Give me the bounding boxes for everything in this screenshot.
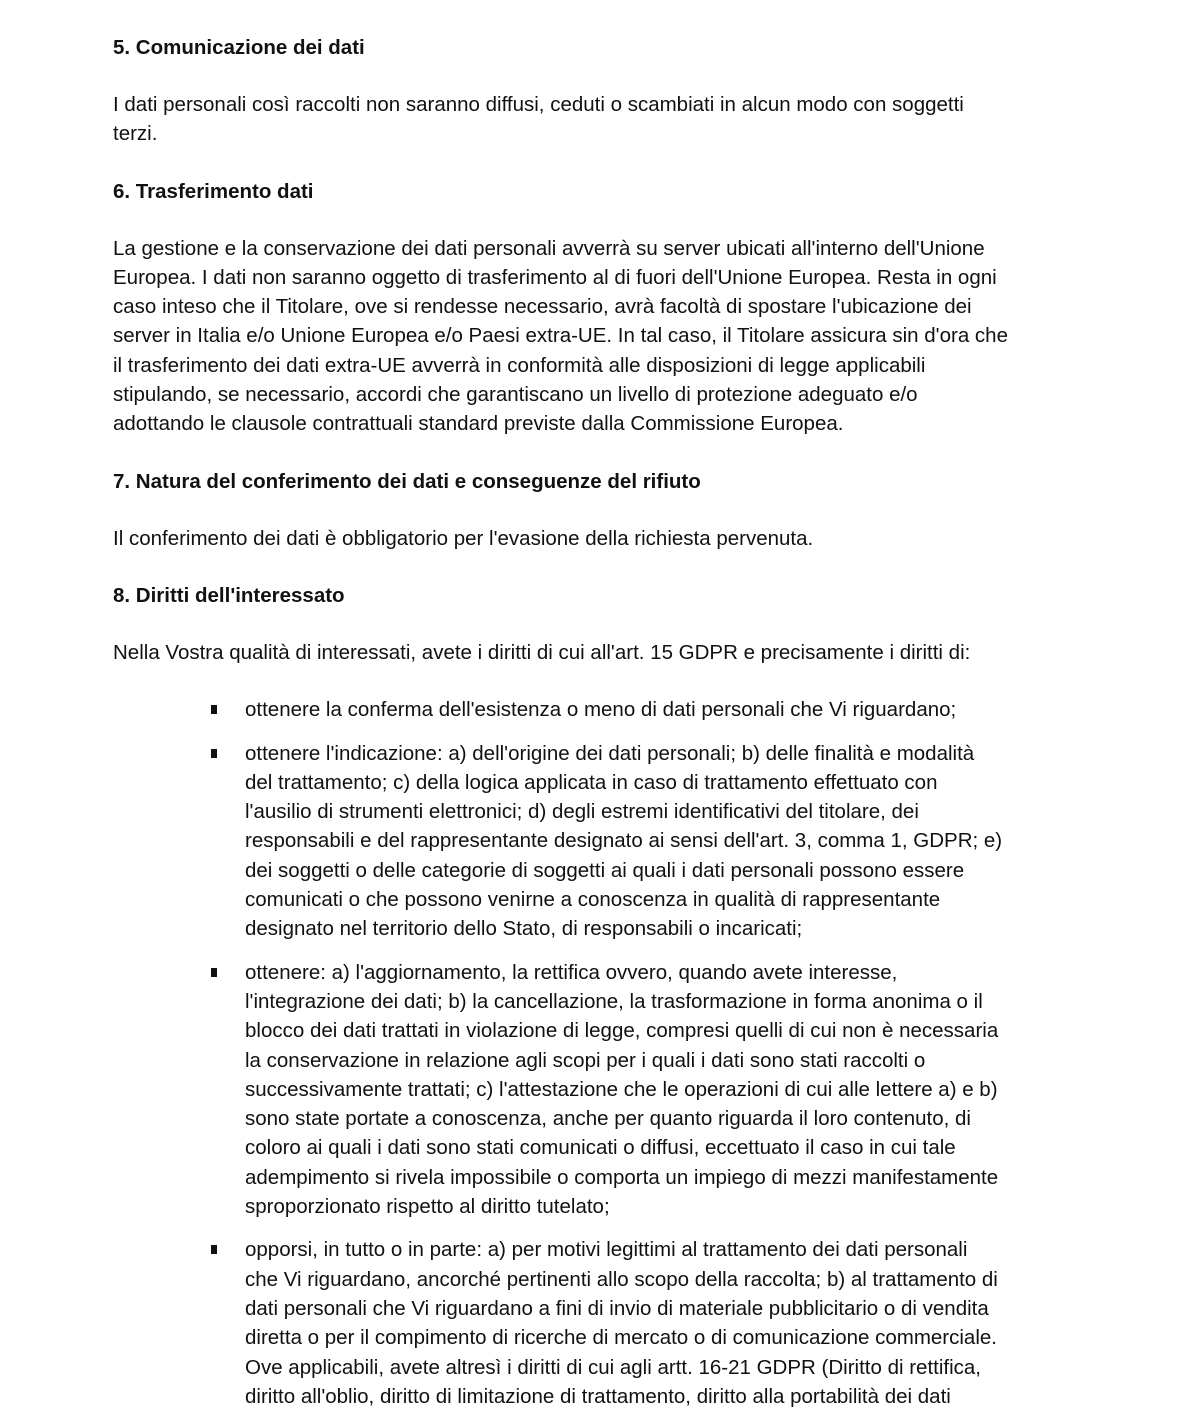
text-line: server in Italia e/o Unione Europea e/o Paesi extra-UE. In tal caso, il Titolare assicura sin d'ora che [113, 324, 1008, 348]
spacer [113, 439, 1071, 467]
text-line: sono state portate a conoscenza, anche per quanto riguarda il loro contenuto, di [245, 1107, 971, 1131]
spacer [113, 149, 1071, 177]
text-line: comunicati o che possono venirne a conoscenza in qualità di rappresentante [245, 888, 941, 912]
list-item-text [245, 695, 1071, 724]
document-content [113, 33, 1071, 1422]
text-line: successivamente trattati; c) l'attestazione che le operazioni di cui alle lettere a) e b) [245, 1077, 998, 1101]
list-item-text [245, 1235, 1071, 1411]
spacer [113, 206, 1071, 234]
rights-list [113, 695, 1071, 1411]
text-line: Ove applicabili, avete altresì i diritti di cui agli artt. 16-21 GDPR (Diritto di rettifica, [245, 1355, 981, 1379]
list-item-text [245, 958, 1071, 1222]
text-line: adottando le clausole contrattuali standard previste dalla Commissione Europea. [113, 412, 844, 436]
text-line: il trasferimento dei dati extra-UE avverrà in conformità alle disposizioni di legge applicabili [113, 353, 926, 377]
text-line: blocco dei dati trattati in violazione di legge, compresi quelli di cui non è necessaria [245, 1019, 999, 1043]
list-item-text [245, 739, 1071, 944]
text-line: opporsi, in tutto o in parte: a) per motivi legittimi al trattamento dei dati personali [245, 1238, 968, 1262]
text-line: ottenere la conferma dell'esistenza o meno di dati personali che Vi riguardano; [245, 698, 957, 722]
text-line: l'ausilio di strumenti elettronici; d) degli estremi identificativi del titolare, dei [245, 800, 919, 824]
list-item [113, 1235, 1071, 1411]
text-line: la conservazione in relazione agli scopi per i quali i dati sono stati raccolti o [245, 1048, 926, 1072]
list-item [113, 958, 1071, 1222]
text-line: che Vi riguardano, ancorché pertinenti allo scopo della raccolta; b) al trattamento di [245, 1267, 998, 1291]
text-line: I dati personali così raccolti non saranno diffusi, ceduti o scambiati in alcun modo con soggetti [113, 93, 964, 116]
square-bullet-icon [211, 1245, 217, 1254]
spacer [113, 496, 1071, 524]
text-line: del trattamento; c) della logica applicata in caso di trattamento effettuato con [245, 770, 938, 794]
text-line: diretta o per il compimento di ricerche di mercato o di comunicazione commerciale. [245, 1326, 997, 1350]
text-line: La gestione e la conservazione dei dati personali avverrà su server ubicati all'interno dell'Unione [113, 236, 985, 260]
spacer [113, 610, 1071, 638]
text-line: dati personali che Vi riguardano a fini di invio di materiale pubblicitario o di vendita [245, 1296, 989, 1320]
square-bullet-icon [211, 968, 217, 977]
section-heading-8: 8. Diritti dell'interessato [113, 583, 345, 607]
text-line: ottenere: a) l'aggiornamento, la rettifica ovvero, quando avete interesse, [245, 960, 898, 984]
section-heading-6: 6. Trasferimento dati [113, 179, 314, 203]
text-line: designato nel territorio dello Stato, di responsabili o incaricati; [245, 917, 803, 941]
spacer [113, 553, 1071, 581]
section-heading-7: 7. Natura del conferimento dei dati e conseguenze del rifiuto [113, 469, 701, 493]
square-bullet-icon [211, 705, 217, 714]
square-bullet-icon [211, 749, 217, 758]
text-line: responsabili e del rappresentante designato ai sensi dell'art. 3, comma 1, GDPR; e) [245, 829, 1003, 853]
section-paragraph-7 [113, 524, 1071, 553]
section-paragraph-8 [113, 638, 1071, 667]
text-line: l'integrazione dei dati; b) la cancellazione, la trasformazione in forma anonima o il [245, 989, 983, 1013]
text-line: adempimento si rivela impossibile o comporta un impiego di mezzi manifestamente [245, 1165, 999, 1189]
text-line: terzi. [113, 122, 158, 146]
text-line: Il conferimento dei dati è obbligatorio per l'evasione della richiesta pervenuta. [113, 526, 814, 550]
section-paragraph-6 [113, 234, 1071, 439]
list-item [113, 695, 1071, 724]
text-line: diritto all'oblio, diritto di limitazione di trattamento, diritto alla portabilità dei dati [245, 1384, 951, 1408]
spacer [113, 667, 1071, 695]
section-paragraph-5 [113, 90, 1071, 149]
text-line: dei soggetti o delle categorie di soggetti ai quali i dati personali possono essere [245, 858, 965, 882]
list-item [113, 739, 1071, 944]
text-line: Europea. I dati non saranno oggetto di trasferimento al di fuori dell'Unione Europea. Resta in ogni [113, 265, 997, 289]
text-line: sproporzionato rispetto al diritto tutelato; [245, 1195, 610, 1219]
text-line: Nella Vostra qualità di interessati, avete i diritti di cui all'art. 15 GDPR e precisamente i diritti di: [113, 640, 971, 664]
spacer [113, 62, 1071, 90]
text-line: ottenere l'indicazione: a) dell'origine dei dati personali; b) delle finalità e modalità [245, 741, 975, 765]
text-line: caso inteso che il Titolare, ove si rendesse necessario, avrà facoltà di spostare l'ubicazione dei [113, 295, 972, 319]
text-line: coloro ai quali i dati sono stati comunicati o diffusi, eccettuato il caso in cui tale [245, 1136, 956, 1160]
section-heading-5: 5. Comunicazione dei dati [113, 36, 365, 59]
text-line: stipulando, se necessario, accordi che garantiscano un livello di protezione adeguato e/o [113, 383, 918, 407]
